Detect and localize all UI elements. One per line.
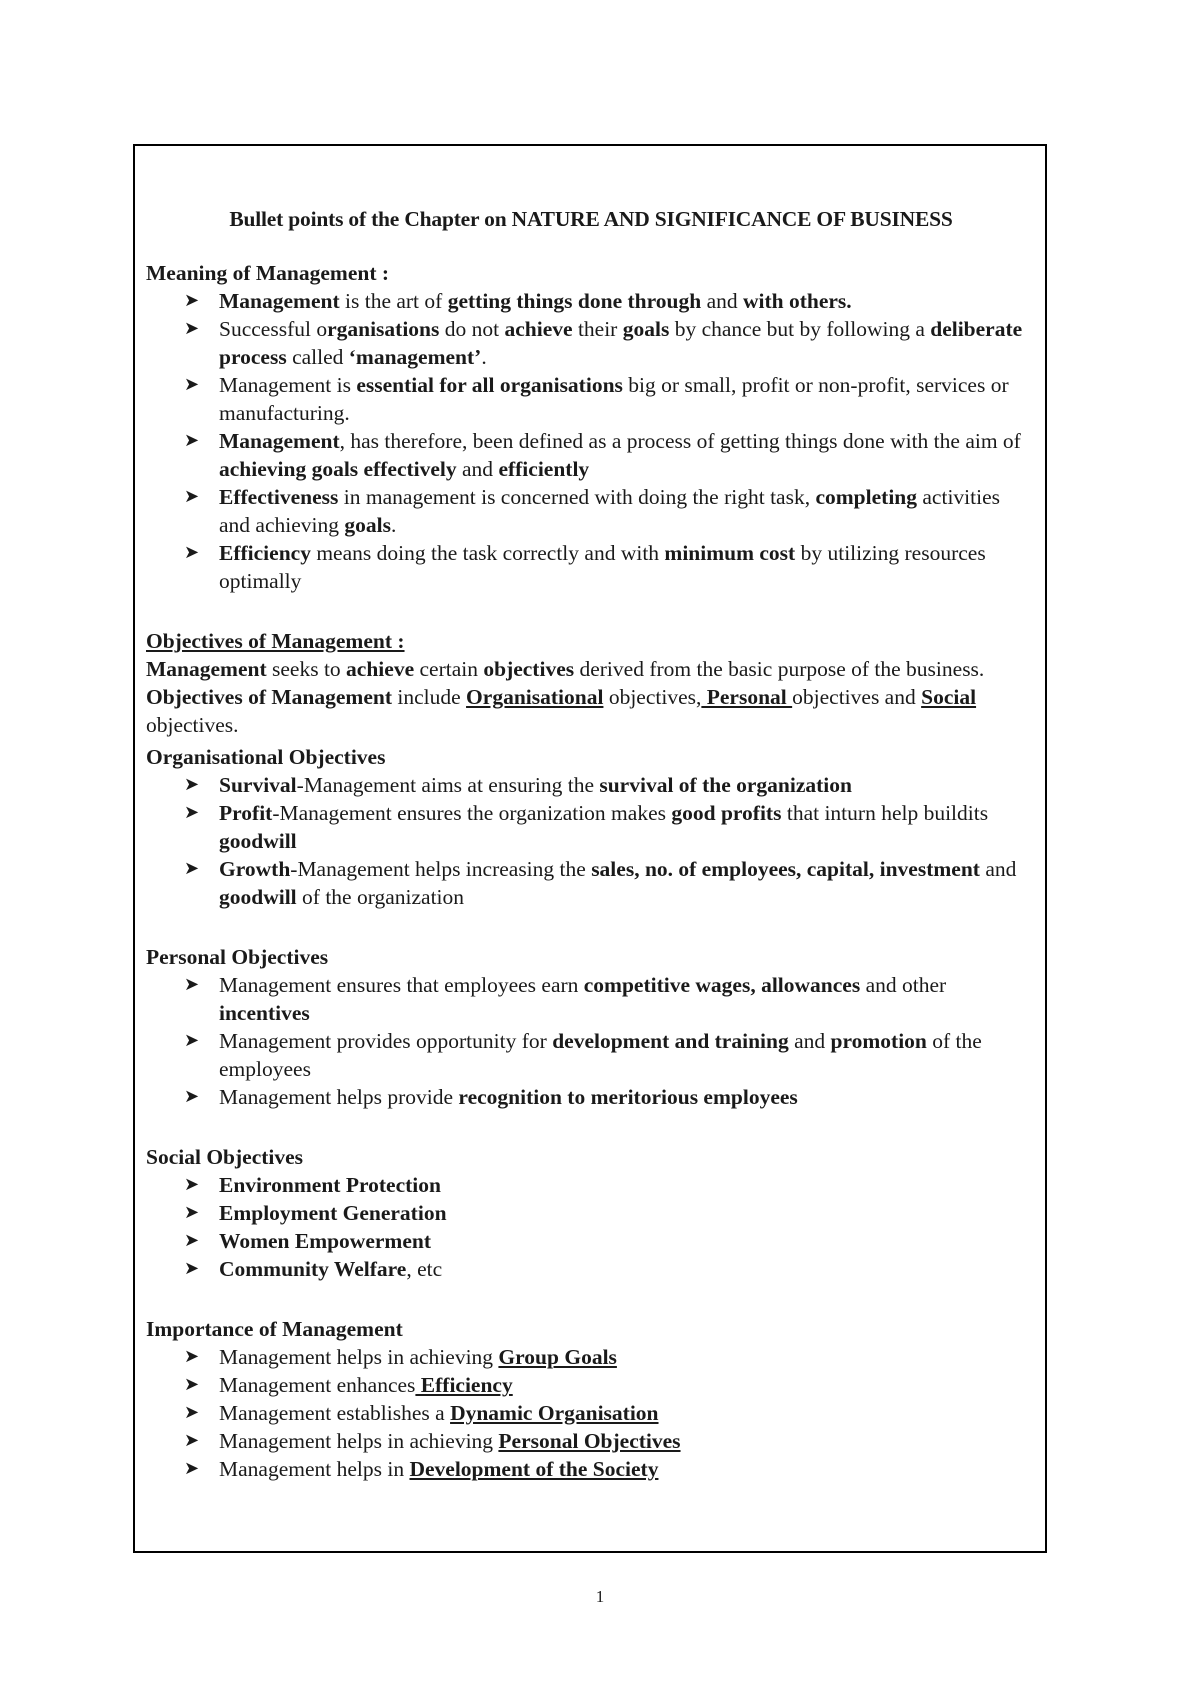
text-run: Personal bbox=[701, 685, 793, 709]
list-item bbox=[146, 427, 1036, 483]
list-item bbox=[146, 1399, 1036, 1427]
page-number: 1 bbox=[595, 1587, 605, 1606]
text-run: by utilizing resources optimally bbox=[219, 541, 986, 593]
text-run: minimum cost bbox=[664, 541, 796, 565]
text-run: good profits bbox=[671, 801, 782, 825]
list-item bbox=[146, 1343, 1036, 1371]
text-run: goodwill bbox=[219, 885, 297, 909]
text-run: achieve bbox=[346, 657, 415, 681]
list-item bbox=[146, 287, 1036, 315]
text-run: seeks to bbox=[266, 657, 347, 681]
text-run: Management establishes a bbox=[219, 1401, 451, 1425]
text-run: Management enhances bbox=[219, 1373, 416, 1397]
text-run: Profit bbox=[219, 801, 273, 825]
arrow-bullet-icon: ➤ bbox=[184, 774, 200, 795]
list-item bbox=[146, 1455, 1036, 1483]
arrow-bullet-icon: ➤ bbox=[184, 290, 200, 311]
arrow-bullet-icon: ➤ bbox=[184, 374, 200, 395]
text-run: their bbox=[572, 317, 623, 341]
arrow-bullet-icon: ➤ bbox=[184, 1086, 200, 1107]
text-run: getting things done through bbox=[447, 289, 702, 313]
text-run: Development of the Society bbox=[409, 1457, 659, 1481]
text-run: in management is concerned with doing the right task, bbox=[338, 485, 816, 509]
text-run: Social bbox=[921, 685, 977, 709]
text-run: rganisations bbox=[327, 317, 440, 341]
list-meaning bbox=[146, 287, 1036, 595]
text-run: Growth bbox=[219, 857, 291, 881]
text-run: Management is bbox=[219, 373, 357, 397]
text-run: completing bbox=[815, 485, 918, 509]
list-item bbox=[146, 371, 1036, 427]
text-run: Group Goals bbox=[498, 1345, 617, 1369]
text-run: goals bbox=[622, 317, 670, 341]
text-run: and bbox=[701, 289, 743, 313]
heading-social: Social Objectives bbox=[146, 1145, 304, 1169]
text-run: incentives bbox=[219, 1001, 310, 1025]
text-run: , etc bbox=[406, 1257, 443, 1281]
heading-meaning: Meaning of Management : bbox=[146, 261, 390, 285]
document-content bbox=[146, 205, 1036, 1483]
text-run: do not bbox=[439, 317, 505, 341]
paragraph bbox=[146, 655, 1036, 683]
list-item bbox=[146, 855, 1036, 911]
text-run: competitive wages, allowances bbox=[583, 973, 861, 997]
list-item bbox=[146, 539, 1036, 595]
text-run: is the art of bbox=[339, 289, 448, 313]
document-title: Bullet points of the Chapter on NATURE AND SIGNIFICANCE OF BUSINESS bbox=[229, 207, 953, 231]
text-run: Efficiency bbox=[415, 1373, 513, 1397]
arrow-bullet-icon: ➤ bbox=[184, 542, 200, 563]
text-run: objectives and bbox=[792, 685, 922, 709]
list-item bbox=[146, 1255, 1036, 1283]
text-run: Management bbox=[219, 429, 340, 453]
list-item bbox=[146, 1427, 1036, 1455]
text-run: and bbox=[788, 1029, 831, 1053]
text-run: Personal Objectives bbox=[498, 1429, 681, 1453]
list-item bbox=[146, 1371, 1036, 1399]
heading-objectives: Objectives of Management : bbox=[146, 629, 405, 653]
text-run: ‘management’ bbox=[348, 345, 482, 369]
list-item bbox=[146, 483, 1036, 539]
arrow-bullet-icon: ➤ bbox=[184, 1458, 200, 1479]
arrow-bullet-icon: ➤ bbox=[184, 1030, 200, 1051]
list-item bbox=[146, 1227, 1036, 1255]
text-run: goals bbox=[344, 513, 391, 537]
text-run: Efficiency bbox=[219, 541, 311, 565]
text-run: recognition to meritorious employees bbox=[458, 1085, 798, 1109]
text-run: Management bbox=[146, 657, 267, 681]
list-item bbox=[146, 771, 1036, 799]
list-social bbox=[146, 1171, 1036, 1283]
heading-organisational: Organisational Objectives bbox=[146, 745, 386, 769]
text-run: Community Welfare bbox=[219, 1257, 407, 1281]
list-item bbox=[146, 799, 1036, 855]
text-run: Management helps in achieving bbox=[219, 1429, 499, 1453]
text-run: Successful o bbox=[219, 317, 328, 341]
text-run: Objectives of Management bbox=[146, 685, 392, 709]
text-run: Survival bbox=[219, 773, 297, 797]
arrow-bullet-icon: ➤ bbox=[184, 802, 200, 823]
text-run: Dynamic Organisation bbox=[450, 1401, 659, 1425]
arrow-bullet-icon: ➤ bbox=[184, 1258, 200, 1279]
text-run: Management helps in bbox=[219, 1457, 410, 1481]
list-item bbox=[146, 1083, 1036, 1111]
list-importance bbox=[146, 1343, 1036, 1483]
arrow-bullet-icon: ➤ bbox=[184, 1230, 200, 1251]
text-run: of the employees bbox=[219, 1029, 982, 1081]
text-run: Management provides opportunity for bbox=[219, 1029, 553, 1053]
text-run: -Management ensures the organization makes bbox=[272, 801, 672, 825]
arrow-bullet-icon: ➤ bbox=[184, 1346, 200, 1367]
arrow-bullet-icon: ➤ bbox=[184, 974, 200, 995]
arrow-bullet-icon: ➤ bbox=[184, 318, 200, 339]
text-run: objectives. bbox=[146, 713, 239, 737]
arrow-bullet-icon: ➤ bbox=[184, 1174, 200, 1195]
text-run: Employment Generation bbox=[219, 1201, 447, 1225]
text-run: achieving goals effectively bbox=[219, 457, 457, 481]
text-run: promotion bbox=[830, 1029, 927, 1053]
text-run: with others. bbox=[742, 289, 852, 313]
heading-personal: Personal Objectives bbox=[146, 945, 329, 969]
paragraph bbox=[146, 683, 1036, 739]
list-item bbox=[146, 971, 1036, 1027]
text-run: Management helps provide bbox=[219, 1085, 459, 1109]
text-run: essential for all organisations bbox=[356, 373, 623, 397]
arrow-bullet-icon: ➤ bbox=[184, 430, 200, 451]
text-run: -Management aims at ensuring the bbox=[296, 773, 600, 797]
text-run: sales, no. of employees, capital, investment bbox=[591, 857, 980, 881]
text-run: big or small, profit or non-profit, services or manufacturing. bbox=[219, 373, 1009, 425]
text-run: and bbox=[979, 857, 1017, 881]
arrow-bullet-icon: ➤ bbox=[184, 1374, 200, 1395]
text-run: deliberate process bbox=[219, 317, 1023, 369]
text-run: derived from the basic purpose of the business. bbox=[574, 657, 985, 681]
text-run: , has therefore, been defined as a process of getting things done with the aim of bbox=[339, 429, 1021, 453]
text-run: means doing the task correctly and with bbox=[310, 541, 665, 565]
text-run: . bbox=[390, 513, 397, 537]
arrow-bullet-icon: ➤ bbox=[184, 1202, 200, 1223]
text-run: by chance but by following a bbox=[669, 317, 931, 341]
list-organisational bbox=[146, 771, 1036, 911]
text-run: and other bbox=[860, 973, 947, 997]
text-run: Women Empowerment bbox=[219, 1229, 431, 1253]
arrow-bullet-icon: ➤ bbox=[184, 858, 200, 879]
text-run: certain bbox=[414, 657, 484, 681]
arrow-bullet-icon: ➤ bbox=[184, 486, 200, 507]
text-run: and bbox=[456, 457, 499, 481]
list-item bbox=[146, 315, 1036, 371]
list-personal bbox=[146, 971, 1036, 1111]
text-run: Environment Protection bbox=[219, 1173, 441, 1197]
list-item bbox=[146, 1027, 1036, 1083]
list-item bbox=[146, 1171, 1036, 1199]
text-run: Effectiveness bbox=[219, 485, 339, 509]
text-run: that inturn help buildits bbox=[781, 801, 989, 825]
text-run: of the organization bbox=[296, 885, 465, 909]
text-run: achieve bbox=[504, 317, 573, 341]
text-run: survival of the organization bbox=[599, 773, 852, 797]
text-run: called bbox=[286, 345, 349, 369]
text-run: goodwill bbox=[219, 829, 297, 853]
text-run: objectives, bbox=[603, 685, 702, 709]
text-run: Management ensures that employees earn bbox=[219, 973, 584, 997]
heading-importance: Importance of Management bbox=[146, 1317, 403, 1341]
text-run: . bbox=[481, 345, 487, 369]
objectives-paragraphs bbox=[146, 655, 1036, 739]
text-run: development and training bbox=[552, 1029, 789, 1053]
text-run: activities and achieving bbox=[219, 485, 1001, 537]
text-run: objectives bbox=[483, 657, 575, 681]
text-run: include bbox=[392, 685, 467, 709]
list-item bbox=[146, 1199, 1036, 1227]
text-run: Management helps in achieving bbox=[219, 1345, 499, 1369]
arrow-bullet-icon: ➤ bbox=[184, 1402, 200, 1423]
arrow-bullet-icon: ➤ bbox=[184, 1430, 200, 1451]
text-run: Organisational bbox=[466, 685, 604, 709]
text-run: efficiently bbox=[498, 457, 590, 481]
text-run: Management bbox=[219, 289, 340, 313]
text-run: -Management helps increasing the bbox=[290, 857, 592, 881]
